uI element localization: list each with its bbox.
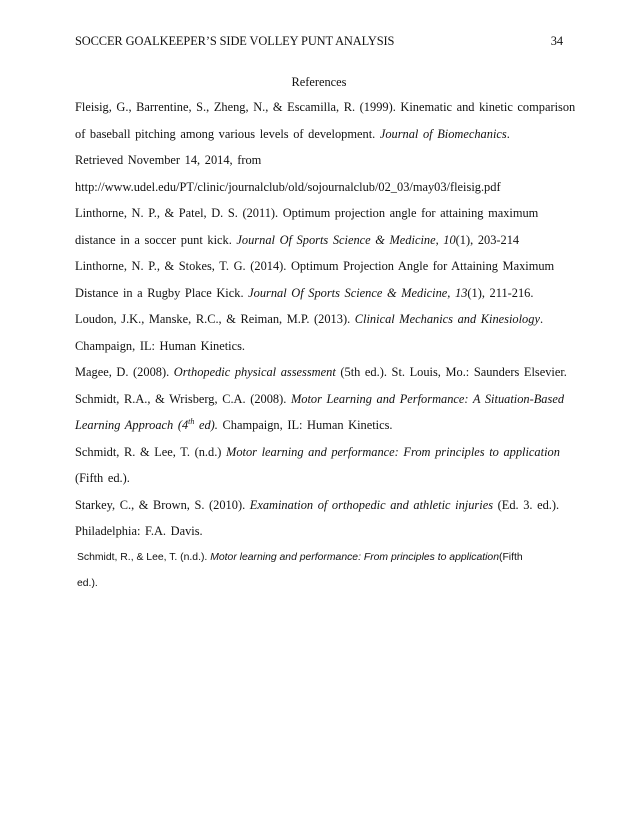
- ref-text: Loudon, J.K., Manske, R.C., & Reiman, M.P. (2013).: [75, 312, 355, 326]
- reference-plain-line2: ed.).: [77, 578, 98, 589]
- ref-line: Fleisig, G., Barrentine, S., Zheng, N., & Escamilla, R. (1999). Kinematic and kinetic comparison: [75, 100, 576, 114]
- ref-line: [75, 412, 570, 439]
- journal-title: Journal of Biomechanics: [379, 126, 507, 141]
- ref-text: Schmidt, R. & Lee, T. (n.d.): [75, 444, 227, 459]
- reference-schmidt-wrisberg: [75, 386, 570, 439]
- ref-line: Linthorne, N. P., & Stokes, T. G. (2014). Optimum Projection Angle for Attaining Maximum: [75, 259, 555, 273]
- ref-url: http://www.udel.edu/PT/clinic/journalclub/old/sojournalclub/02_03/may03/fleisig.pdf: [75, 179, 501, 194]
- ref-line: Linthorne, N. P., & Patel, D. S. (2011). Optimum projection angle for attaining maximum: [75, 206, 539, 220]
- ref-text: Magee, D. (2008).: [75, 365, 174, 379]
- book-title: Orthopedic physical assessment: [173, 365, 336, 379]
- reference-schmidt-lee-plain: [75, 545, 570, 572]
- book-title: Motor Learning and Performance: A Situation-Based: [290, 391, 565, 406]
- ref-text: Learning Approach (4: [75, 418, 189, 432]
- ref-text: .: [506, 126, 510, 141]
- ref-text: (1), 203-214: [455, 232, 520, 247]
- book-title: Examination of orthopedic and athletic injuries: [249, 497, 494, 512]
- reference-list: [75, 94, 576, 598]
- running-head-title: SOCCER GOALKEEPER’S SIDE VOLLEY PUNT ANALYSIS: [75, 34, 395, 48]
- ref-line: [75, 121, 570, 148]
- ref-line: [75, 280, 570, 307]
- page-number: 34: [550, 34, 563, 48]
- journal-title: Journal Of Sports Science & Medicine, 10: [236, 232, 456, 247]
- ref-text: (5th ed.). St. Louis, Mo.: Saunders Elsevier.: [335, 365, 567, 379]
- ref-text: .: [539, 312, 544, 326]
- ref-line: [75, 359, 570, 386]
- ref-line: (Fifth ed.).: [75, 471, 130, 485]
- reference-starkey: [75, 492, 570, 545]
- reference-fleisig: [75, 94, 576, 200]
- ref-text: Champaign, IL: Human Kinetics.: [217, 418, 393, 432]
- journal-title: Journal Of Sports Science & Medicine, 13: [248, 285, 468, 300]
- reference-magee: [75, 359, 570, 386]
- ref-text: (1), 211-216.: [467, 285, 534, 300]
- book-title: Motor learning and performance: From principles to application: [226, 444, 560, 459]
- reference-loudon: [75, 306, 570, 359]
- references-heading: References: [291, 75, 347, 89]
- ref-text: (Fifth: [499, 551, 523, 563]
- ref-line: Retrieved November 14, 2014, from: [75, 153, 262, 167]
- ref-line: [75, 227, 570, 254]
- ref-text: ed).: [194, 418, 218, 432]
- ref-line: [75, 306, 570, 333]
- reference-linthorne-stokes: [75, 253, 570, 306]
- ref-line: Champaign, IL: Human Kinetics.: [75, 338, 246, 353]
- superscript: th: [188, 416, 195, 426]
- book-title: Motor learning and performance: From principles to application: [210, 551, 499, 563]
- ref-text: Schmidt, R.A., & Wrisberg, C.A. (2008).: [75, 391, 291, 406]
- ref-text: Starkey, C., & Brown, S. (2010).: [75, 497, 250, 512]
- book-title: Clinical Mechanics and Kinesiology: [354, 312, 540, 326]
- ref-text: Schmidt, R., & Lee, T. (n.d.).: [77, 551, 211, 563]
- ref-line: [75, 439, 570, 466]
- ref-line: [75, 386, 570, 413]
- ref-line: [75, 492, 570, 519]
- reference-schmidt-lee: [75, 439, 570, 492]
- ref-text: Distance in a Rugby Place Kick.: [75, 285, 249, 300]
- ref-text: of baseball pitching among various levels of development.: [75, 126, 380, 141]
- running-head: [75, 34, 563, 49]
- ref-text: distance in a soccer punt kick.: [75, 232, 237, 247]
- book-title: [75, 418, 218, 432]
- ref-text: (Ed. 3. ed.).: [493, 497, 560, 512]
- ref-line: Philadelphia: F.A. Davis.: [75, 524, 203, 538]
- reference-linthorne-patel: [75, 200, 570, 253]
